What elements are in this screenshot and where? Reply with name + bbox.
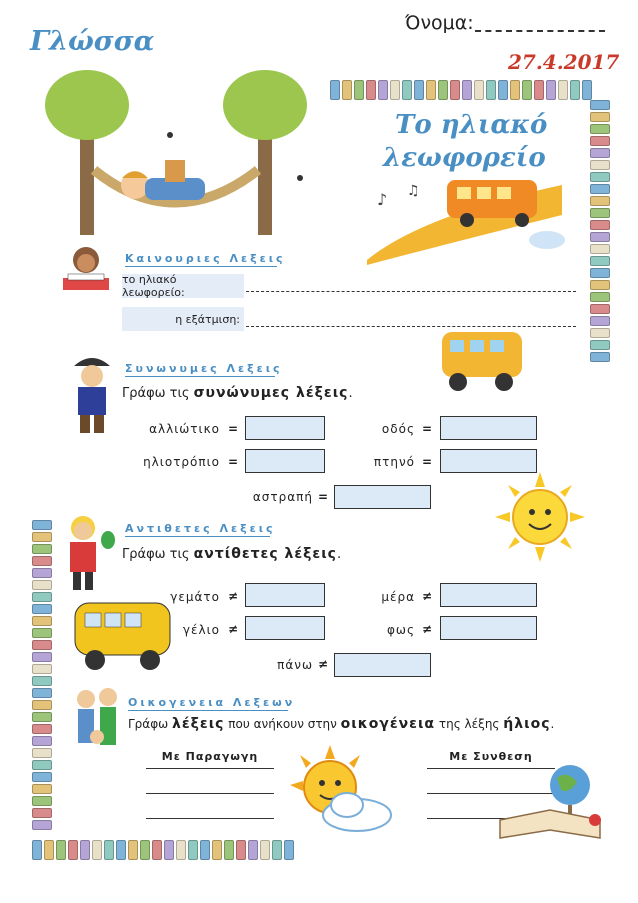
book-spine xyxy=(462,80,472,100)
book-spine xyxy=(188,840,198,860)
book-border-right xyxy=(590,100,612,362)
book-spine xyxy=(590,172,610,182)
book-spine xyxy=(390,80,400,100)
book-spine xyxy=(32,664,52,674)
book-spine xyxy=(498,80,508,100)
antonyms-underline xyxy=(125,536,270,537)
book-spine xyxy=(590,232,610,242)
book-spine xyxy=(32,772,52,782)
book-spine xyxy=(590,220,610,230)
equals-symbol: = xyxy=(421,455,433,469)
book-spine xyxy=(366,80,376,100)
book-spine xyxy=(32,748,52,758)
book-spine xyxy=(260,840,270,860)
derivation-column-header: Με Παραγωγη xyxy=(161,750,259,763)
book-spine xyxy=(68,840,78,860)
book-spine xyxy=(80,840,90,860)
book-spine xyxy=(32,580,52,590)
book-spine xyxy=(284,840,294,860)
book-spine xyxy=(330,80,340,100)
antonym-word-4: φως xyxy=(386,623,415,637)
antonym-word-1: γεμάτο xyxy=(170,590,220,604)
book-spine xyxy=(32,808,52,818)
new-words-underline xyxy=(125,266,277,267)
book-spine xyxy=(32,616,52,626)
book-spine xyxy=(546,80,556,100)
book-spine xyxy=(212,840,222,860)
book-spine xyxy=(32,784,52,794)
book-spine xyxy=(32,736,52,746)
book-spine xyxy=(590,208,610,218)
book-spine xyxy=(590,184,610,194)
not-equal-symbol: ≠ xyxy=(421,589,433,603)
book-spine xyxy=(590,136,610,146)
book-spine xyxy=(590,316,610,326)
antonym-word-2: μέρα xyxy=(381,590,415,604)
book-spine xyxy=(590,256,610,266)
book-spine xyxy=(354,80,364,100)
book-spine xyxy=(140,840,150,860)
book-spine xyxy=(378,80,388,100)
book-spine xyxy=(104,840,114,860)
derivation-header-rule xyxy=(146,768,274,769)
name-label: Όνομα: xyxy=(405,12,474,34)
book-spine xyxy=(32,688,52,698)
book-spine xyxy=(450,80,460,100)
book-border-left xyxy=(32,520,54,830)
not-equal-symbol: ≠ xyxy=(317,657,329,671)
not-equal-symbol: ≠ xyxy=(421,622,433,636)
word-family-underline xyxy=(128,710,288,711)
book-spine xyxy=(32,520,52,530)
derivation-answer-line-1[interactable] xyxy=(146,793,274,794)
book-spine xyxy=(32,700,52,710)
antonym-answer-box-2[interactable] xyxy=(440,583,537,607)
book-border-top xyxy=(330,80,592,102)
book-spine xyxy=(342,80,352,100)
book-spine xyxy=(56,840,66,860)
book-spine xyxy=(590,268,610,278)
book-spine xyxy=(32,760,52,770)
antonym-word-5: πάνω xyxy=(277,658,313,672)
equals-symbol: = xyxy=(227,455,239,469)
svg-text:♪: ♪ xyxy=(377,190,388,209)
book-spine xyxy=(44,840,54,860)
derivation-answer-line-2[interactable] xyxy=(146,818,274,819)
sun-with-cloud-icon xyxy=(285,745,395,835)
synonym-word-3: ηλιοτρόπιο xyxy=(143,455,220,469)
book-spine xyxy=(534,80,544,100)
book-spine xyxy=(200,840,210,860)
antonyms-title: Αντιθετες Λεξεις xyxy=(125,522,276,535)
book-spine xyxy=(32,532,52,542)
book-spine xyxy=(32,676,52,686)
date: 27.4.2017 xyxy=(508,50,620,74)
word-family-instruction: Γράφω λέξεις που ανήκουν στην οικογένεια της λέξης ήλιος. xyxy=(128,716,555,732)
hammock-reading-illustration xyxy=(40,60,330,240)
book-spine xyxy=(176,840,186,860)
book-spine xyxy=(590,244,610,254)
book-spine xyxy=(32,604,52,614)
book-spine xyxy=(522,80,532,100)
synonym-answer-box-5[interactable] xyxy=(334,485,431,509)
book-spine xyxy=(32,556,52,566)
book-spine xyxy=(128,840,138,860)
book-spine xyxy=(32,568,52,578)
book-spine xyxy=(402,80,412,100)
equals-symbol: = xyxy=(227,422,239,436)
girl-reading-icon xyxy=(58,240,118,296)
book-spine xyxy=(590,112,610,122)
book-spine xyxy=(32,544,52,554)
synonym-word-4: πτηνό xyxy=(373,455,415,469)
book-spine xyxy=(32,820,52,830)
book-spine xyxy=(152,840,162,860)
lesson-title-line2: λεωφορείο xyxy=(383,143,546,173)
svg-text:♫: ♫ xyxy=(407,183,420,199)
flying-bus-illustration xyxy=(362,175,572,265)
book-spine xyxy=(510,80,520,100)
book-spine xyxy=(92,840,102,860)
synonym-word-2: οδός xyxy=(381,422,415,436)
books-and-globe-icon xyxy=(495,760,610,850)
vocab-definition-line-1[interactable] xyxy=(246,291,576,292)
book-spine xyxy=(32,592,52,602)
antonym-answer-box-5[interactable] xyxy=(334,653,431,677)
lesson-title-line1: Το ηλιακό xyxy=(395,110,548,140)
vocab-term-1: το ηλιακό λεωφορείο: xyxy=(122,274,244,298)
girl-with-parrot-icon xyxy=(58,510,120,594)
book-spine xyxy=(32,628,52,638)
book-spine xyxy=(590,124,610,134)
book-spine xyxy=(164,840,174,860)
book-spine xyxy=(590,148,610,158)
book-spine xyxy=(590,280,610,290)
book-spine xyxy=(32,640,52,650)
book-spine xyxy=(32,796,52,806)
school-bus-icon xyxy=(432,322,527,402)
book-spine xyxy=(236,840,246,860)
antonym-answer-box-4[interactable] xyxy=(440,616,537,640)
book-spine xyxy=(582,80,592,100)
synonym-word-5: αστραπή xyxy=(252,490,313,504)
book-spine xyxy=(32,652,52,662)
book-spine xyxy=(438,80,448,100)
book-spine xyxy=(590,304,610,314)
antonyms-instruction: Γράφω τις αντίθετες λέξεις. xyxy=(122,546,342,562)
book-spine xyxy=(590,196,610,206)
book-spine xyxy=(426,80,436,100)
new-words-title: Καινουριες Λεξεις xyxy=(125,252,286,265)
synonyms-instruction: Γράφω τις συνώνυμες λέξεις. xyxy=(122,385,353,401)
book-spine xyxy=(224,840,234,860)
antonym-word-3: γέλιο xyxy=(182,623,220,637)
book-spine xyxy=(570,80,580,100)
book-spine xyxy=(32,724,52,734)
book-spine xyxy=(414,80,424,100)
book-spine xyxy=(590,340,610,350)
subject-title: Γλώσσα xyxy=(30,26,155,57)
book-spine xyxy=(590,328,610,338)
equals-symbol: = xyxy=(421,422,433,436)
book-spine xyxy=(116,840,126,860)
book-border-bottom xyxy=(32,840,294,862)
family-icon xyxy=(68,685,126,755)
book-spine xyxy=(486,80,496,100)
equals-symbol: = xyxy=(317,490,329,504)
book-spine xyxy=(248,840,258,860)
book-spine xyxy=(474,80,484,100)
synonyms-title: Συνωνυμες Λεξεις xyxy=(125,362,283,375)
word-family-title: Οικογενεια Λεξεων xyxy=(128,696,296,709)
synonym-answer-box-4[interactable] xyxy=(440,449,537,473)
book-spine xyxy=(32,712,52,722)
synonyms-underline xyxy=(125,376,275,377)
name-field[interactable] xyxy=(475,30,605,32)
book-spine xyxy=(590,292,610,302)
synonym-word-1: αλλιώτικο xyxy=(149,422,220,436)
book-spine xyxy=(590,160,610,170)
book-spine xyxy=(590,352,610,362)
synonym-answer-box-2[interactable] xyxy=(440,416,537,440)
book-spine xyxy=(32,840,42,860)
not-equal-symbol: ≠ xyxy=(227,589,239,603)
book-spine xyxy=(590,100,610,110)
not-equal-symbol: ≠ xyxy=(227,622,239,636)
smiling-sun-icon xyxy=(495,472,585,562)
book-spine xyxy=(272,840,282,860)
book-spine xyxy=(558,80,568,100)
compound-column-header: Με Συνθεση xyxy=(449,750,533,763)
vocab-term-2: η εξάτμιση: xyxy=(122,307,244,331)
